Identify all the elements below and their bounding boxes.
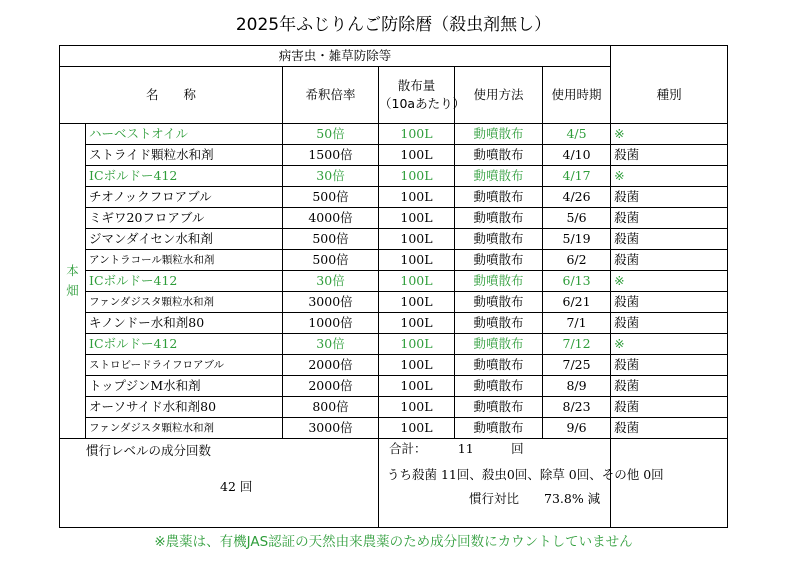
pesticide-name-cell: ファンダジスタ顆粒水和剤 [86, 418, 283, 439]
method-cell: 動噴散布 [455, 418, 543, 439]
table-row [60, 250, 728, 271]
section-heading: 病害虫・雑草防除等 [60, 46, 611, 67]
kind-cell: 殺菌 [611, 355, 728, 376]
volume-cell: 100L [379, 376, 455, 397]
method-cell: 動噴散布 [455, 376, 543, 397]
dilution-cell: 3000倍 [283, 292, 379, 313]
volume-cell: 100L [379, 208, 455, 229]
volume-cell: 100L [379, 418, 455, 439]
timing-cell: 7/1 [543, 313, 611, 334]
dilution-cell: 2000倍 [283, 376, 379, 397]
method-cell: 動噴散布 [455, 334, 543, 355]
timing-cell: 4/5 [543, 124, 611, 145]
table-row [60, 418, 728, 439]
method-cell: 動噴散布 [455, 208, 543, 229]
pesticide-name-cell: ジマンダイセン水和剤 [86, 229, 283, 250]
volume-cell: 100L [379, 229, 455, 250]
volume-cell: 100L [379, 313, 455, 334]
method-cell: 動噴散布 [455, 166, 543, 187]
table-row [60, 313, 728, 334]
field-label-char: 畑 [66, 283, 79, 298]
dilution-cell: 50倍 [283, 124, 379, 145]
pesticide-name-cell: オーソサイド水和剤80 [86, 397, 283, 418]
table-row [60, 208, 728, 229]
summary-conventional-cell [60, 439, 379, 528]
summary-detail-cell [379, 439, 664, 528]
table-row [60, 376, 728, 397]
volume-cell: 100L [379, 250, 455, 271]
dilution-cell: 30倍 [283, 271, 379, 292]
dilution-cell: 1500倍 [283, 145, 379, 166]
timing-cell: 4/10 [543, 145, 611, 166]
timing-cell: 6/13 [543, 271, 611, 292]
kind-cell: 殺菌 [611, 376, 728, 397]
table-row [60, 292, 728, 313]
table-row [60, 229, 728, 250]
timing-cell: 8/23 [543, 397, 611, 418]
table-row [60, 334, 728, 355]
field-label-char: 本 [66, 263, 79, 278]
col-header-dilution: 希釈倍率 [283, 67, 379, 124]
kind-cell: 殺菌 [611, 418, 728, 439]
pesticide-name-cell: ミギワ20フロアブル [86, 208, 283, 229]
method-cell: 動噴散布 [455, 313, 543, 334]
pesticide-name-cell: ストロビードライフロアブル [86, 355, 283, 376]
col-header-volume-line2: （10aあたり） [379, 96, 466, 111]
page-title: 2025年ふじりんご防除暦（殺虫剤無し） [235, 15, 552, 35]
kind-cell: 殺菌 [611, 292, 728, 313]
dilution-cell: 500倍 [283, 229, 379, 250]
table-row [60, 355, 728, 376]
volume-cell: 100L [379, 397, 455, 418]
dilution-cell: 500倍 [283, 187, 379, 208]
table-row [60, 397, 728, 418]
pesticide-name-cell: トップジンM水和剤 [86, 376, 283, 397]
timing-cell: 9/6 [543, 418, 611, 439]
table-row [60, 166, 728, 187]
method-cell: 動噴散布 [455, 145, 543, 166]
method-cell: 動噴散布 [455, 292, 543, 313]
method-cell: 動噴散布 [455, 397, 543, 418]
dilution-cell: 3000倍 [283, 418, 379, 439]
volume-cell: 100L [379, 334, 455, 355]
timing-cell: 4/26 [543, 187, 611, 208]
kind-cell: 殺菌 [611, 208, 728, 229]
pesticide-name-cell: ファンダジスタ顆粒水和剤 [86, 292, 283, 313]
field-label [60, 124, 86, 439]
method-cell: 動噴散布 [455, 250, 543, 271]
kind-cell: 殺菌 [611, 250, 728, 271]
summary-total: 合計： 11 回 [389, 441, 524, 456]
volume-cell: 100L [379, 292, 455, 313]
pesticide-name-cell: チオノックフロアブル [86, 187, 283, 208]
kind-cell: ※ [611, 166, 728, 187]
kind-cell: ※ [611, 334, 728, 355]
kind-cell: ※ [611, 124, 728, 145]
volume-cell: 100L [379, 271, 455, 292]
col-header-name: 名 称 [60, 67, 283, 124]
pesticide-name-cell: アントラコール顆粒水和剤 [86, 250, 283, 271]
col-header-volume-line1: 散布量 [397, 78, 436, 93]
col-header-kind: 種別 [611, 67, 728, 124]
table-row [60, 187, 728, 208]
dilution-cell: 1000倍 [283, 313, 379, 334]
timing-cell: 8/9 [543, 376, 611, 397]
col-header-volume [379, 67, 466, 124]
summary-conventional-count: 42 回 [220, 479, 253, 494]
table-row [60, 271, 728, 292]
summary-empty-cell [611, 439, 728, 528]
kind-header-top [611, 46, 728, 67]
kind-cell: 殺菌 [611, 397, 728, 418]
pesticide-name-cell: ICボルドー412 [86, 271, 283, 292]
spray-schedule-table [59, 45, 728, 528]
timing-cell: 5/6 [543, 208, 611, 229]
timing-cell: 4/17 [543, 166, 611, 187]
timing-cell: 6/21 [543, 292, 611, 313]
pesticide-name-cell: ハーベストオイル [86, 124, 283, 145]
dilution-cell: 30倍 [283, 166, 379, 187]
col-header-timing: 使用時期 [543, 67, 611, 124]
volume-cell: 100L [379, 166, 455, 187]
pesticide-name-cell: ICボルドー412 [86, 166, 283, 187]
col-header-method: 使用方法 [455, 67, 543, 124]
volume-cell: 100L [379, 187, 455, 208]
summary-label: 慣行レベルの成分回数 [86, 443, 212, 458]
dilution-cell: 500倍 [283, 250, 379, 271]
timing-cell: 5/19 [543, 229, 611, 250]
dilution-cell: 800倍 [283, 397, 379, 418]
volume-cell: 100L [379, 355, 455, 376]
timing-cell: 7/12 [543, 334, 611, 355]
timing-cell: 7/25 [543, 355, 611, 376]
table-row [60, 145, 728, 166]
table-row [60, 124, 728, 145]
pesticide-name-cell: ICボルドー412 [86, 334, 283, 355]
method-cell: 動噴散布 [455, 187, 543, 208]
method-cell: 動噴散布 [455, 229, 543, 250]
dilution-cell: 2000倍 [283, 355, 379, 376]
pesticide-name-cell: ストライド顆粒水和剤 [86, 145, 283, 166]
volume-cell: 100L [379, 124, 455, 145]
method-cell: 動噴散布 [455, 271, 543, 292]
kind-cell: ※ [611, 271, 728, 292]
dilution-cell: 4000倍 [283, 208, 379, 229]
kind-cell: 殺菌 [611, 313, 728, 334]
summary-ratio: 慣行対比 73.8% 減 [469, 491, 601, 506]
pesticide-name-cell: キノンドー水和剤80 [86, 313, 283, 334]
method-cell: 動噴散布 [455, 355, 543, 376]
kind-cell: 殺菌 [611, 145, 728, 166]
kind-cell: 殺菌 [611, 187, 728, 208]
summary-breakdown: うち殺菌 11回、殺虫0回、除草 0回、その他 0回 [387, 467, 664, 482]
dilution-cell: 30倍 [283, 334, 379, 355]
method-cell: 動噴散布 [455, 124, 543, 145]
footnote: ※農薬は、有機JAS認証の天然由来農薬のため成分回数にカウントしていません [154, 534, 633, 550]
volume-cell: 100L [379, 145, 455, 166]
kind-cell: 殺菌 [611, 229, 728, 250]
timing-cell: 6/2 [543, 250, 611, 271]
